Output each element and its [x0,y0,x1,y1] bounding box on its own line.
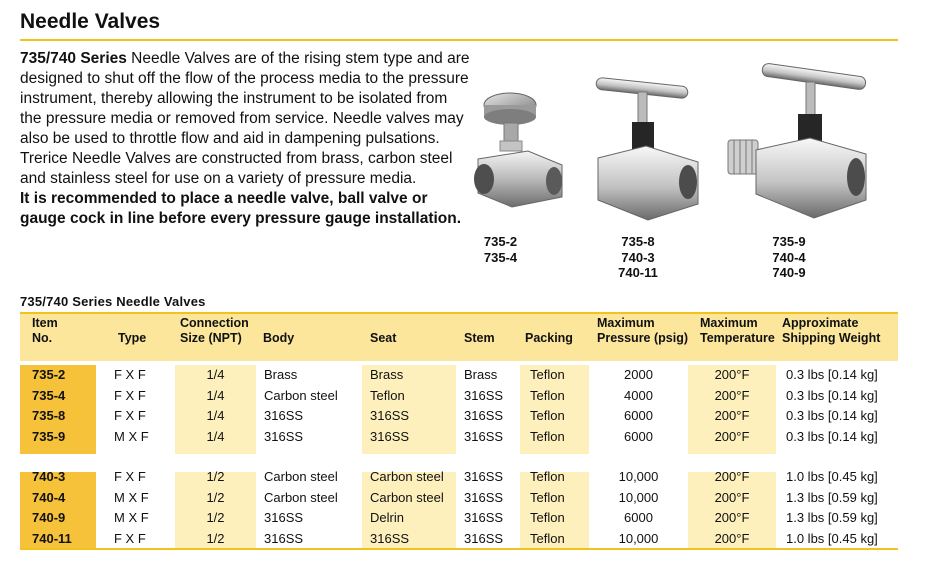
column-header-line: Connection [180,316,249,330]
table-cell: M X F [114,489,149,505]
column-header-line: Maximum [700,316,758,330]
column-header-line [118,316,168,331]
table-cell: 735-4 [32,387,66,403]
column-header [32,316,92,346]
table-cell: 0.3 lbs [0.14 kg] [786,408,878,423]
table-cell: Teflon [530,530,565,546]
table-cell: Teflon [530,489,565,505]
column-header [782,316,897,346]
table-cell: 0.3 lbs [0.14 kg] [786,387,878,403]
table-cell: Carbon steel [264,489,338,505]
table-cell: Teflon [530,387,565,403]
column-header-line: Seat [370,331,397,345]
table-cell: M X F [114,428,149,444]
table-cell: 200°F [714,469,750,484]
intro-paragraph [20,49,470,229]
table-cell: 200°F [714,510,750,525]
table-cell: F X F [114,530,146,546]
table-cell: 200°F [714,367,750,382]
photo-caption-2 [608,234,668,281]
table-cell: 1/4 [206,367,225,382]
table-cell: 1/2 [206,510,225,525]
table-cell: F X F [114,367,146,382]
table-cell: 10,000 [618,489,659,505]
table-cell: Carbon steel [264,469,338,484]
table-cell: 1.0 lbs [0.45 kg] [786,469,878,484]
table-cell: 0.3 lbs [0.14 kg] [786,367,878,382]
column-header-line [464,316,514,331]
title-rule [20,39,898,41]
column-header-line [370,316,450,331]
table-cell: 1/4 [206,408,225,423]
table-cell: F X F [114,387,146,403]
table-cell: 316SS [264,530,304,546]
column-header-line [263,316,353,331]
table-cell: 316SS [464,408,504,423]
column-header [118,316,168,346]
table-cell: 1/2 [206,489,225,505]
table-cell: 4000 [624,387,653,403]
table-cell: 740-9 [32,510,66,525]
table-cell: 10,000 [618,469,659,484]
table-cell: Teflon [530,428,565,444]
page-title: Needle Valves [20,10,161,33]
table-cell: 200°F [714,489,750,505]
table-cell: 1/4 [206,387,225,403]
table-cell: 2000 [624,367,653,382]
table-cell: 740-11 [32,530,72,546]
table-cell: 200°F [714,530,750,546]
caption-line: 735-2 [483,234,518,249]
caption-line: 740-9 [772,265,806,280]
table-cell: Delrin [370,510,404,525]
table-cell: 735-8 [32,408,66,423]
column-header [464,316,514,346]
column-header [370,316,450,346]
caption-line: 735-8 [621,234,655,249]
caption-line: 740-4 [772,249,806,265]
column-header-line [525,316,595,331]
table-cell: Teflon [530,510,565,525]
caption-line: 740-11 [618,265,658,280]
column-header-line: Temperature [700,331,775,345]
photo-caption-3 [764,234,814,281]
table-cell: 6000 [624,408,653,423]
column-header-line: Item [32,316,58,330]
table-cell: 1/4 [206,428,225,444]
table-cell: 316SS [264,510,304,525]
table-cell: 316SS [370,428,410,444]
table-cell: Teflon [530,408,565,423]
column-header-line: Packing [525,331,573,345]
column-header-line: No. [32,331,53,345]
table-cell: 316SS [264,428,304,444]
table-cell: 316SS [464,469,504,484]
valve-photo-735-2 [468,85,578,215]
table-cell: 6000 [624,510,653,525]
table-cell: 0.3 lbs [0.14 kg] [786,428,878,444]
needle-valve-table [20,312,898,550]
table-cell: 316SS [464,387,504,403]
caption-line: 740-3 [621,249,655,265]
table-cell: 10,000 [618,530,659,546]
table-cell: 1.0 lbs [0.45 kg] [786,530,878,546]
table-title: 735/740 Series Needle Valves [20,294,206,309]
column-header-line: Maximum [597,316,655,330]
table-cell: 200°F [714,408,750,423]
intro-emphasis: It is recommended to place a needle valve, ball valve or gauge cock in line before every pressure gauge installation. [20,190,462,227]
table-cell: Brass [464,367,498,382]
table-cell: Carbon steel [264,387,338,403]
table-cell: Teflon [530,367,565,382]
intro-lead: 735/740 Series [20,50,127,67]
table-cell: 316SS [464,489,504,505]
column-header [263,316,353,346]
table-cell: Carbon steel [370,489,444,505]
valve-photo-735-9 [726,60,871,230]
table-cell: 740-4 [32,489,66,505]
intro-text: Needle Valves are of the rising stem type and are designed to shut off the flow of the process media to the pressure instrument, thereby allowing the instrument to be isolated from the pressure media or removed from service. Needle valves may also be used to throttle flow and aid in dampening pulsations. Trerice Needle Valves are constructed from brass, carbon steel and stainless steel for use on a variety of pressure media. [20,50,470,187]
column-header-line: Size (NPT) [180,331,242,345]
table-cell: 200°F [714,387,750,403]
valve-photo-735-8 [590,76,705,226]
table-cell: 6000 [624,428,653,444]
table-cell: 1.3 lbs [0.59 kg] [786,489,878,505]
table-cell: 316SS [370,530,410,546]
column-header-line: Approximate [782,316,859,330]
table-cell: Teflon [530,469,565,484]
table-cell: 1/2 [206,469,225,484]
column-header-line: Type [118,331,147,345]
table-cell: 316SS [464,510,504,525]
photo-caption-1 [478,234,523,265]
table-cell: Brass [264,367,298,382]
table-cell: Carbon steel [370,469,444,484]
table-cell: Teflon [370,387,405,403]
caption-line: 735-9 [772,234,806,249]
table-cell: 316SS [370,408,410,423]
table-cell: 735-9 [32,428,66,444]
table-cell: 1/2 [206,530,225,546]
table-cell: 316SS [464,530,504,546]
table-cell: Brass [370,367,404,382]
column-header-line: Body [263,331,295,345]
table-cell: 200°F [714,428,750,444]
column-header [597,316,692,346]
column-header [525,316,595,346]
table-cell: F X F [114,469,146,484]
column-header-line: Stem [464,331,495,345]
table-cell: M X F [114,510,149,525]
column-header [700,316,785,346]
caption-line: 735-4 [483,249,518,265]
column-header-line: Pressure (psig) [597,331,689,345]
column-header-line: Shipping Weight [782,331,881,345]
table-cell: 316SS [464,428,504,444]
table-cell: F X F [114,408,146,423]
table-cell: 1.3 lbs [0.59 kg] [786,510,878,525]
table-cell: 740-3 [32,469,66,484]
column-header [180,316,260,346]
table-cell: 735-2 [32,367,66,382]
table-cell: 316SS [264,408,304,423]
